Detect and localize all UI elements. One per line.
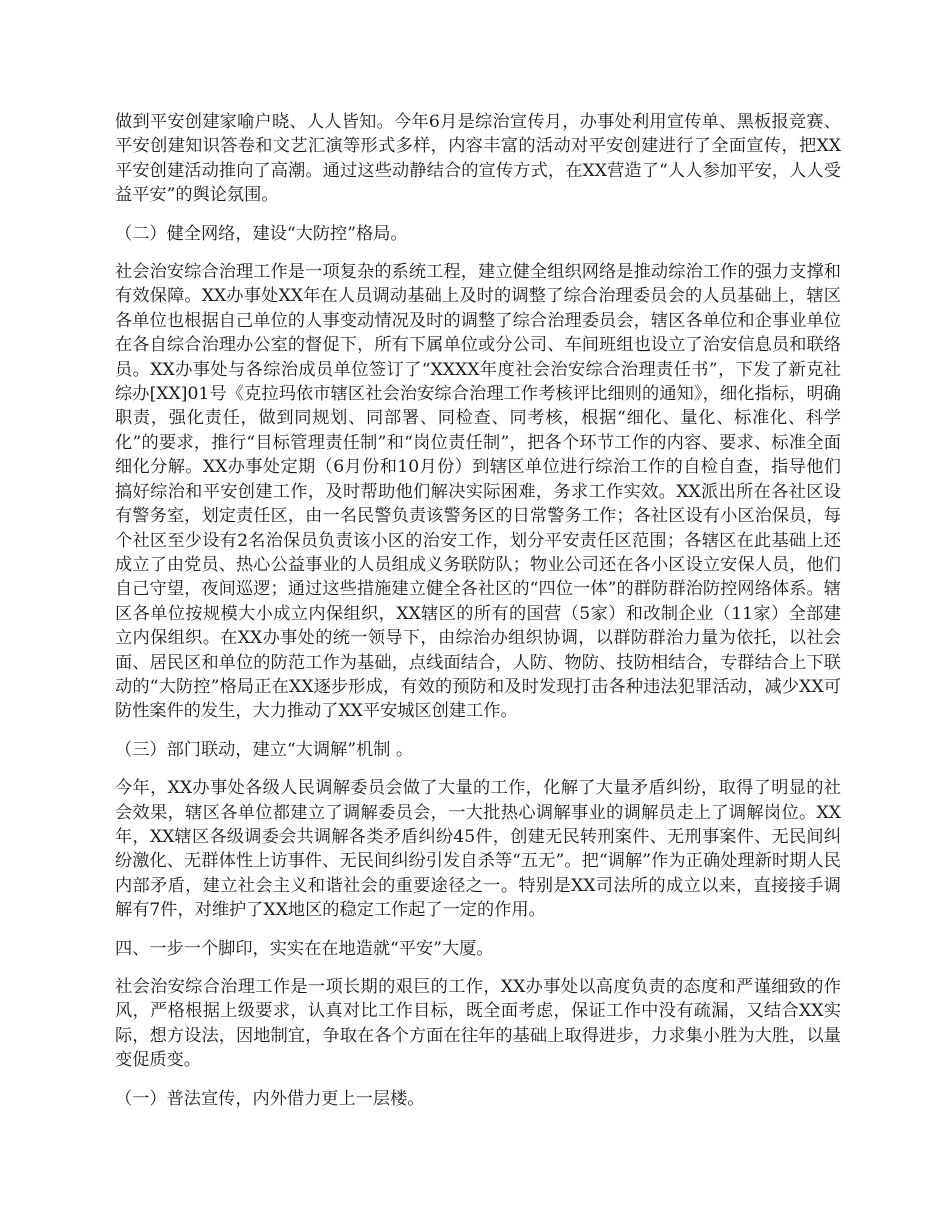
section-heading-mediation: （三）部门联动，建立“大调解”机制 。: [115, 739, 414, 760]
section-heading-legal-publicity: （一）普法宣传，内外借力更上一层楼。: [115, 1088, 425, 1109]
paragraph-mediation: 今年，XX办事处各级人民调解委员会做了大量的工作，化解了大量矛盾纠纷，取得了明显的社会效果，辖区各单位都建立了调解委员会，一大批热心调解事业的调解员走上了调解岗位。XX年，XX辖区各级调委会共调解各类矛盾纠纷45件，创建无民转刑案件、无刑事案件、无民间纠纷激化、无群体性上访事件、无民间纠纷引发自杀等“五无”。把“调解”作为正确处理新时期人民内部矛盾，建立社会主义和谐社会的重要途径之一。特别是XX司法所的成立以来，直接接手调解有7件，对维护了XX地区的稳定工作起了一定的作用。: [115, 778, 841, 921]
document-page: [115, 110, 841, 1125]
section-heading-step-by-step: 四、一步一个脚印，实实在在地造就“平安”大厦。: [115, 938, 494, 959]
paragraph-long-term-work: 社会治安综合治理工作是一项长期的艰巨的工作，XX办事处以高度负责的态度和严谨细致的作风，严格根据上级要求，认真对比工作目标，既全面考虑，保证工作中没有疏漏，又结合XX实际，想方设法，因地制宜，争取在各个方面在往年的基础上取得进步，力求集小胜为大胜，以量变促质变。: [115, 977, 841, 1071]
paragraph-publicity-summary: 做到平安创建家喻户晓、人人皆知。今年6月是综治宣传月，办事处利用宣传单、黑板报竞赛、平安创建知识答卷和文艺汇演等形式多样，内容丰富的活动对平安创建进行了全面宣传，把XX平安创建活动推向了高潮。通过这些动静结合的宣传方式，在XX营造了“人人参加平安，人人受益平安”的舆论氛围。: [115, 112, 841, 206]
paragraph-network-building: 社会治安综合治理工作是一项复杂的系统工程，建立健全组织网络是推动综治工作的强力支撑和有效保障。XX办事处XX年在人员调动基础上及时的调整了综合治理委员会的人员基础上，辖区各单位也根据自己单位的人事变动情况及时的调整了综合治理委员会，辖区各单位和企事业单位在各自综合治理办公室的督促下，所有下属单位或分公司、车间班组也设立了治安信息员和联络员。XX办事处与各综治成员单位签订了“XXXX年度社会治安综合治理责任书”，下发了新克社综办[XX]01号《克拉玛依市辖区社会治安综合治理工作考核评比细则的通知》，细化指标，明确职责，强化责任，做到同规划、同部署、同检查、同考核，根据“细化、量化、标准化、科学化”的要求，推行“目标管理责任制”和“岗位责任制”，把各个环节工作的内容、要求、标准全面细化分解。XX办事处定期（6月份和10月份）到辖区单位进行综治工作的自检自查，指导他们搞好综治和平安创建工作，及时帮助他们解决实际困难，务求工作实效。XX派出所在各社区设有警务室，划定责任区，由一名民警负责该警务区的日常警务工作；各社区设有小区治保员，每个社区至少设有2名治保员负责该小区的治安工作，划分平安责任区范围；各辖区在此基础上还成立了由党员、热心公益事业的人员组成义务联防队；物业公司还在各小区设立安保人员，他们自己守望，夜间巡逻；通过这些措施建立健全各社区的“四位一体”的群防群治防控网络体系。辖区各单位按规模大小成立内保组织，XX辖区的所有的国营（5家）和改制企业（11家）全部建立内保组织。在XX办事处的统一领导下，由综治办组织协调，以群防群治力量为依托，以社会面、居民区和单位的防范工作为基础，点线面结合，人防、物防、技防相结合，专群结合上下联动的“大防控”格局正在XX逐步形成，有效的预防和及时发现打击各种违法犯罪活动，减少XX可防性案件的发生，大力推动了XX平安城区创建工作。: [115, 262, 841, 722]
section-heading-network: （二）健全网络，建设“大防控”格局。: [115, 223, 408, 244]
